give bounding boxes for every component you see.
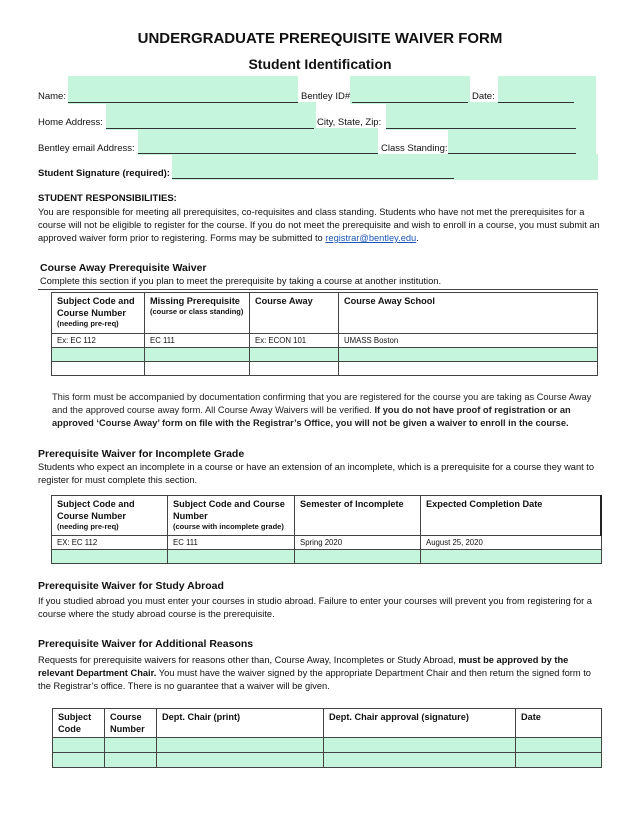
study-abroad-heading: Prerequisite Waiver for Study Abroad (38, 580, 224, 592)
form-title: UNDERGRADUATE PREREQUISITE WAIVER FORM (137, 30, 503, 47)
col-date: Date (516, 709, 602, 738)
class-standing-label: Class Standing: (381, 143, 448, 154)
col-dept-chair-approval: Dept. Chair approval (signature) (324, 709, 516, 738)
table-header-row (53, 709, 602, 738)
name-underline (68, 102, 298, 103)
table-row (53, 738, 602, 753)
col-dept-chair-print: Dept. Chair (print) (157, 709, 324, 738)
example-row (52, 536, 602, 550)
home-address-underline (106, 128, 314, 129)
input-cell[interactable] (52, 362, 145, 376)
col-expected-completion: Expected Completion Date (421, 496, 602, 536)
additional-table (52, 708, 602, 768)
example-cell: EC 111 (168, 536, 295, 550)
input-cell[interactable] (105, 753, 157, 768)
name-field[interactable] (68, 76, 298, 104)
input-cell[interactable] (250, 348, 339, 362)
responsibilities-period: . (416, 233, 419, 243)
additional-text-a: Requests for prerequisite waivers for reasons other than, Course Away, Incompletes or Study Abroad, (38, 655, 456, 665)
col-subject-code: Subject Code (53, 709, 105, 738)
input-cell[interactable] (324, 738, 516, 753)
input-cell[interactable] (295, 550, 421, 564)
table-row (53, 753, 602, 768)
input-cell[interactable] (52, 550, 168, 564)
table-row (52, 348, 598, 362)
responsibilities-text (38, 206, 604, 245)
input-cell[interactable] (145, 348, 250, 362)
additional-heading: Prerequisite Waiver for Additional Reasons (38, 638, 254, 650)
input-cell[interactable] (421, 550, 602, 564)
city-state-zip-underline (386, 128, 576, 129)
col-incomplete-course: Subject Code and Course Number (course with incomplete grade) (168, 496, 295, 536)
col-subject-code: Subject Code and Course Number (needing pre-req) (52, 496, 168, 536)
input-cell[interactable] (52, 348, 145, 362)
course-away-instruction: Complete this section if you plan to meet the prerequisite by taking a course at another institution. (40, 276, 442, 286)
signature-field[interactable] (172, 154, 598, 180)
col-course-number: Course Number (105, 709, 157, 738)
table-row (52, 362, 598, 376)
table-header-row (52, 496, 602, 536)
input-cell[interactable] (53, 738, 105, 753)
additional-text-bold: must be approved by the relevant Department Chair. (38, 655, 569, 678)
input-cell[interactable] (53, 753, 105, 768)
col-semester-incomplete: Semester of Incomplete (295, 496, 421, 536)
class-standing-underline (448, 153, 576, 154)
input-cell[interactable] (339, 362, 598, 376)
bentley-id-underline (352, 102, 468, 103)
col-course-away: Course Away (250, 293, 339, 334)
example-cell: EX: EC 112 (52, 536, 168, 550)
input-cell[interactable] (168, 550, 295, 564)
bentley-id-field[interactable] (350, 76, 470, 104)
email-underline (138, 153, 378, 154)
example-cell: Spring 2020 (295, 536, 421, 550)
responsibilities-heading: STUDENT RESPONSIBILITIES: (38, 193, 177, 204)
input-cell[interactable] (339, 348, 598, 362)
city-state-zip-label: City, State, Zip: (317, 117, 382, 128)
col-course-away-school: Course Away School (339, 293, 598, 334)
email-label: Bentley email Address: (38, 143, 135, 154)
section-title-student-identification: Student Identification (248, 56, 392, 72)
input-cell[interactable] (516, 753, 602, 768)
input-cell[interactable] (145, 362, 250, 376)
name-label: Name: (38, 91, 66, 102)
additional-text (38, 654, 604, 693)
input-cell[interactable] (516, 738, 602, 753)
course-away-divider (38, 289, 598, 290)
example-cell: EC 111 (145, 334, 250, 348)
registrar-email-link[interactable]: registrar@bentley.edu (325, 233, 417, 243)
course-away-table (51, 292, 598, 376)
date-label: Date: (472, 91, 495, 102)
input-cell[interactable] (105, 738, 157, 753)
example-cell: Ex: ECON 101 (250, 334, 339, 348)
col-subject-code: Subject Code and Course Number (needing pre-req) (52, 293, 145, 334)
date-underline (498, 102, 574, 103)
input-cell[interactable] (324, 753, 516, 768)
bentley-id-label: Bentley ID# (301, 91, 351, 102)
email-field[interactable] (138, 128, 378, 155)
signature-underline (172, 178, 454, 179)
date-field[interactable] (498, 76, 596, 104)
example-row (52, 334, 598, 348)
responsibilities-body: You are responsible for meeting all prerequisites, co-requisites and class standing. Students who have not met the prerequisites for a course will not be eligible to register for the course. If you do not meet the prerequisite and wish to enroll in a course, you must submit an approved waiver form prior to registering. Forms may be submitted to (38, 207, 600, 243)
class-standing-field[interactable] (448, 128, 596, 155)
col-missing-prerequisite: Missing Prerequisite (course or class standing) (145, 293, 250, 334)
home-address-field[interactable] (106, 102, 316, 130)
example-cell: UMASS Boston (339, 334, 598, 348)
example-cell: August 25, 2020 (421, 536, 602, 550)
table-header-row (52, 293, 598, 334)
home-address-label: Home Address: (38, 117, 103, 128)
course-away-note (52, 391, 602, 430)
city-state-zip-field[interactable] (386, 102, 596, 130)
incomplete-heading: Prerequisite Waiver for Incomplete Grade (38, 448, 245, 460)
additional-text-b: You must have the waiver signed by the appropriate Department Chair and then return the signed form to the Registrar’s office. There is no guarantee that a waiver will be given. (38, 668, 591, 691)
course-away-heading: Course Away Prerequisite Waiver (40, 262, 207, 274)
incomplete-table (51, 495, 602, 564)
signature-label: Student Signature (required): (38, 168, 170, 179)
study-abroad-text: If you studied abroad you must enter your courses in studio abroad. Failure to enter your courses will prevent you from registering for a course where the study abroad course is the prerequisite. (38, 596, 592, 619)
incomplete-text: Students who expect an incomplete in a course or have an extension of an incomplete, which is a prerequisite for a course they want to register for must complete this section. (38, 462, 595, 485)
example-cell: Ex: EC 112 (52, 334, 145, 348)
input-cell[interactable] (250, 362, 339, 376)
table-row (52, 550, 602, 564)
input-cell[interactable] (157, 753, 324, 768)
course-away-note-text: This form must be accompanied by documentation confirming that you are registered for the course you are taking as Course Away and the approved course away form. All Course Away Waivers will be verified. (52, 392, 592, 415)
course-away-note-bold: If you do not have proof of registration or an approved ‘Course Away’ form on file with the Registrar’s Office, you will not be given a waiver to enroll in the course. (52, 405, 571, 428)
input-cell[interactable] (157, 738, 324, 753)
